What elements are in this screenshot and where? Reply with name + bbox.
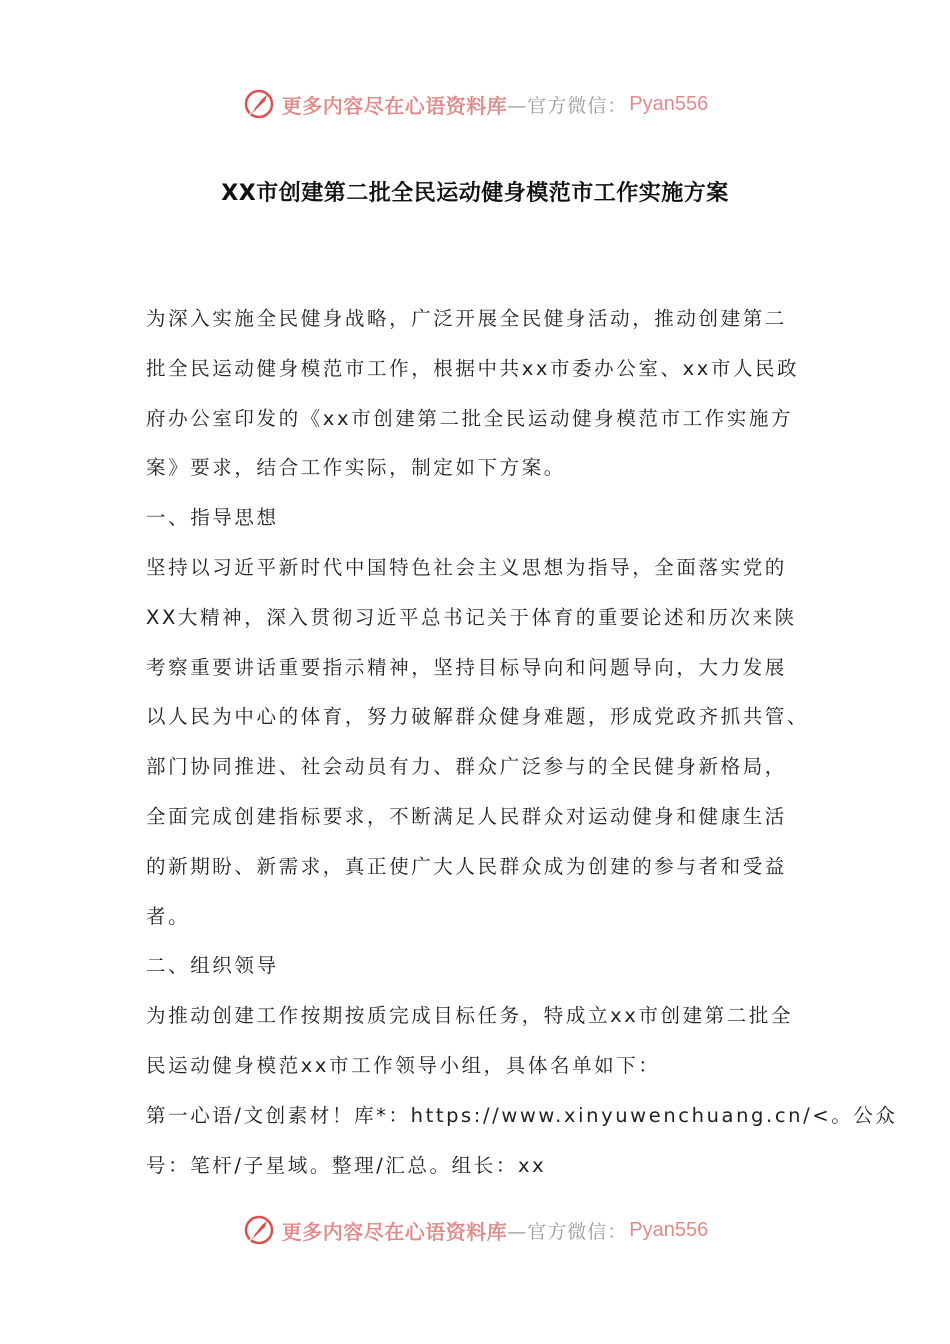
paragraph-line: 批全民运动健身模范市工作，根据中共xx市委办公室、xx市人民政 (146, 356, 800, 380)
paragraph-line: 府办公室印发的《xx市创建第二批全民运动健身模范市工作实施方 (146, 406, 794, 430)
banner-wechat-id: Pyan556 (629, 1218, 709, 1241)
banner-main-text: 更多内容尽在心语资料库 (281, 93, 508, 118)
paragraph-line: 第一心语/文创素材！库*：https://www.xinyuwenchuang.cn/<。公众 (146, 1103, 898, 1127)
paragraph-line: 以人民为中心的体育，努力破解群众健身难题，形成党政齐抓共管、 (146, 705, 810, 729)
document-title: XX市创建第二批全民运动健身模范市工作实施方案 (221, 181, 729, 206)
banner-sub-text: —官方微信： (507, 94, 628, 117)
paragraph-line: 考察重要讲话重要指示精神，坚持目标导向和问题导向，大力发展 (146, 655, 787, 679)
paragraph-line: 为深入实施全民健身战略，广泛开展全民健身活动，推动创建第二 (146, 307, 787, 330)
paragraph-line: 部门协同推进、社会动员有力、群众广泛参与的全民健身新格局， (146, 755, 787, 779)
paragraph-line: 的新期盼、新需求，真正使广大人民群众成为创建的参与者和受益 (146, 854, 787, 878)
banner-main-text: 更多内容尽在心语资料库 (281, 1219, 508, 1244)
banner-wechat-id: Pyan556 (629, 92, 709, 115)
banner-sub-text: —官方微信： (507, 1220, 628, 1243)
paragraph-line: XX大精神，深入贯彻习近平总书记关于体育的重要论述和历次来陕 (146, 605, 797, 629)
header-banner (0, 84, 950, 124)
paragraph-line: 号：笔杆/子星域。整理/汇总。组长：xx (146, 1153, 547, 1177)
footer-banner (0, 1210, 950, 1250)
paragraph-line: 坚持以习近平新时代中国特色社会主义思想为指导，全面落实党的 (146, 555, 787, 579)
pen-nib-circle-icon (242, 87, 276, 121)
document-body (146, 294, 898, 1190)
paragraph-line: 者。 (146, 904, 191, 928)
pen-nib-circle-icon (242, 1213, 276, 1247)
paragraph-line: 民运动健身模范xx市工作领导小组，具体名单如下： (146, 1053, 661, 1077)
section-heading: 二、组织领导 (146, 954, 279, 978)
paragraph-line: 全面完成创建指标要求，不断满足人民群众对运动健身和健康生活 (146, 804, 787, 828)
section-heading: 一、指导思想 (146, 506, 279, 530)
paragraph-line: 为推动创建工作按期按质完成目标任务，特成立xx市创建第二批全 (146, 1004, 794, 1028)
paragraph-line: 案》要求，结合工作实际，制定如下方案。 (146, 456, 566, 480)
